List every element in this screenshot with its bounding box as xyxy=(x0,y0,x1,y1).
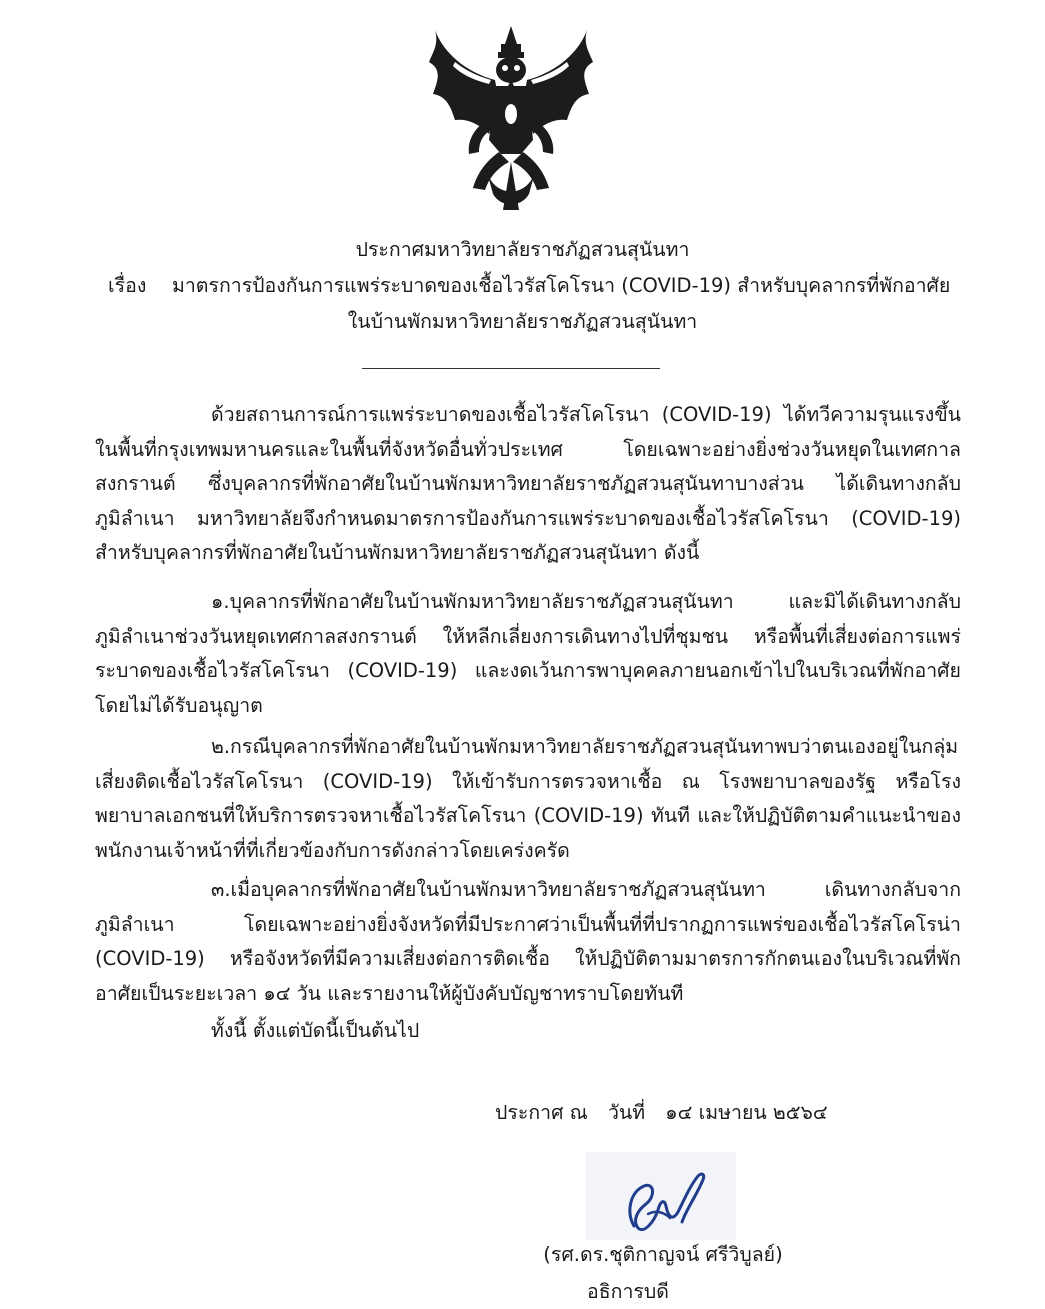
intro-paragraph: ด้วยสถานการณ์การแพร่ระบาดของเชื้อไวรัสโคโรนา (COVID-19) ได้ทวีความรุนแรงขึ้นในพื้นที่กรุงเทพมหานครและในพื้นที่จังหวัดอื่นทั่วประเทศ โดยเฉพาะอย่างยิ่งช่วงวันหยุดในเทศกาลสงกรานต์ ซึ่งบุคลากรที่พักอาศัยในบ้านพักมหาวิทยาลัยราชภัฏสวนสุนันทาบางส่วน ได้เดินทางกลับภูมิลำเนา มหาวิทยาลัยจึงกำหนดมาตรการป้องกันการแพร่ระบาดของเชื้อไวรัสโคโรนา (COVID-19) สำหรับบุคลากรที่พักอาศัยในบ้านพักมหาวิทยาลัยราชภัฏสวนสุนันทา ดังนี้ xyxy=(95,403,961,565)
measure-item-3: ๓.เมื่อบุคลากรที่พักอาศัยในบ้านพักมหาวิทยาลัยราชภัฏสวนสุนันทา เดินทางกลับจากภูมิลำเนา โดยเฉพาะอย่างยิ่งจังหวัดที่มีประกาศว่าเป็นพื้นที่ที่ปรากฏการแพร่ของเชื้อไวรัสโคโรน่า (COVID-19) หรือจังหวัดที่มีความเสี่ยงต่อการติดเชื้อ ให้ปฏิบัติตามมาตรการกักตนเองในบริเวณที่พักอาศัยเป็นระยะเวลา ๑๔ วัน และรายงานให้ผู้บังคับบัญชาทราบโดยทันที xyxy=(95,878,961,1005)
measure-item-2: ๒.กรณีบุคลากรที่พักอาศัยในบ้านพักมหาวิทยาลัยราชภัฏสวนสุนันทาพบว่าตนเองอยู่ในกลุ่มเสี่ยงติดเชื้อไวรัสโคโรนา (COVID-19) ให้เข้ารับการตรวจหาเชื้อ ณ โรงพยาบาลของรัฐ หรือโรงพยาบาลเอกชนที่ให้บริการตรวจหาเชื้อไวรัสโคโรนา (COVID-19) ทันที และให้ปฏิบัติตามคำแนะนำของพนักงานเจ้าหน้าที่ที่เกี่ยวข้องกับการดังกล่าวโดยเคร่งครัด xyxy=(95,735,961,862)
day-label: วันที่ xyxy=(607,1101,646,1124)
measure-item-1: ๑.บุคลากรที่พักอาศัยในบ้านพักมหาวิทยาลัยราชภัฏสวนสุนันทา และมิได้เดินทางกลับภูมิลำเนาช่วงวันหยุดเทศกาลสงกรานต์ ให้หลีกเลี่ยงการเดินทางไปที่ชุมชน หรือพื้นที่เสี่ยงต่อการแพร่ระบาดของเชื้อไวรัสโคโรนา (COVID-19) และงดเว้นการพาบุคคลภายนอกเข้าไปในบริเวณที่พักอาศัยโดยไม่ได้รับอนุญาต xyxy=(95,590,961,717)
closing-sentence: ทั้งนี้ ตั้งแต่บัดนี้เป็นต้นไป xyxy=(211,1019,420,1042)
announcement-date: ๑๔ เมษายน ๒๕๖๔ xyxy=(665,1101,828,1124)
subject-text-line2: ในบ้านพักมหาวิทยาลัยราชภัฏสวนสุนันทา xyxy=(347,310,698,333)
divider xyxy=(362,368,660,369)
subject-line xyxy=(108,270,950,301)
announcement-date-line xyxy=(495,1097,842,1128)
handwritten-signature xyxy=(586,1152,736,1240)
announced-label: ประกาศ ณ xyxy=(495,1101,588,1124)
garuda-emblem-icon xyxy=(425,22,597,212)
subject-label: เรื่อง xyxy=(108,274,147,297)
subject-text-line1: มาตรการป้องกันการแพร่ระบาดของเชื้อไวรัสโคโรนา (COVID-19) สำหรับบุคลากรที่พักอาศัย xyxy=(172,274,951,297)
signer-position: อธิการบดี xyxy=(587,1280,669,1303)
announcement-title: ประกาศมหาวิทยาลัยราชภัฏสวนสุนันทา xyxy=(355,238,690,261)
signer-name: (รศ.ดร.ชุติกาญจน์ ศรีวิบูลย์) xyxy=(543,1243,783,1266)
